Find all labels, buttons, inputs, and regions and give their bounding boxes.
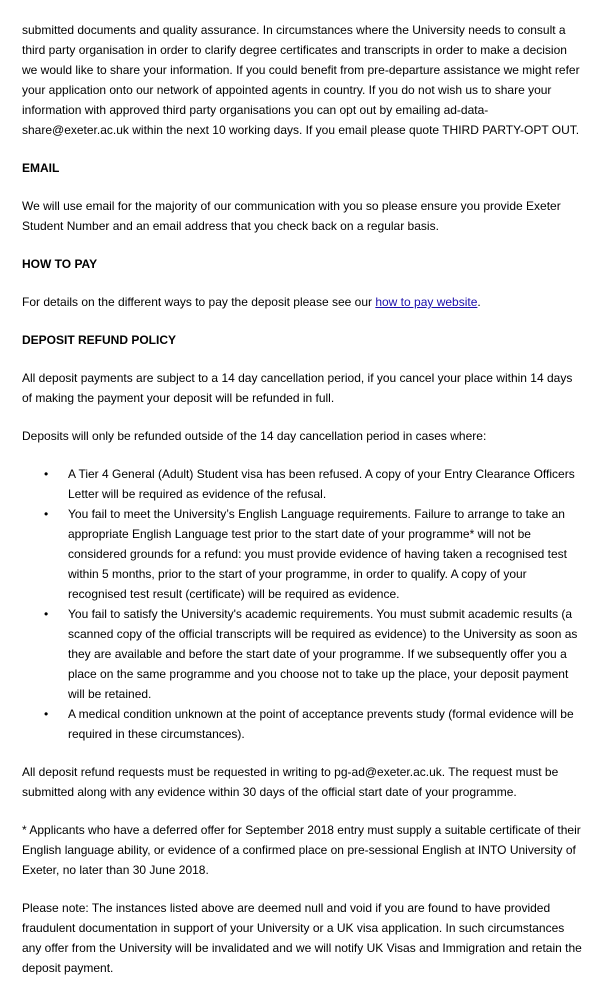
list-item-text: You fail to satisfy the University's academic requirements. You must submit academic results (a scanned copy of the official transcripts will be required as evidence) to the University as soon as they are available and before the start date of your programme. If we subsequently offer you a place on the same programme and you choose not to take up the place, your deposit payment will be retained. [68, 607, 578, 701]
bullet-icon: • [44, 467, 49, 481]
bullet-icon: • [44, 507, 49, 521]
refund-cancellation-paragraph: All deposit payments are subject to a 14 day cancellation period, if you cancel your place within 14 days of making the payment your deposit will be refunded in full. [22, 371, 573, 405]
refund-policy-heading: DEPOSIT REFUND POLICY [22, 333, 177, 347]
bullet-icon: • [44, 607, 49, 621]
email-heading: EMAIL [22, 161, 60, 175]
how-to-pay-text: For details on the different ways to pay the deposit please see our [22, 295, 376, 309]
how-to-pay-link[interactable]: how to pay website [375, 295, 478, 309]
fraud-notice-paragraph: Please note: The instances listed above are deemed null and void if you are found to have provided fraudulent documentation in support of your University or a UK visa application. In such circumstances any offer from the University will be invalidated and we will notify UK Visas and Immigration and retain the deposit payment. [22, 901, 582, 975]
list-item-text: A Tier 4 General (Adult) Student visa has been refused. A copy of your Entry Clearance Officers Letter will be required as evidence of the refusal. [68, 467, 575, 501]
list-item-text: A medical condition unknown at the point of acceptance prevents study (formal evidence will be required in these circumstances). [68, 707, 574, 741]
list-item [22, 464, 582, 504]
list-item [22, 704, 582, 744]
email-paragraph: We will use email for the majority of our communication with you so please ensure you provide Exeter Student Number and an email address that you check back on a regular basis. [22, 199, 561, 233]
how-to-pay-paragraph [22, 292, 582, 312]
refund-request-paragraph: All deposit refund requests must be requested in writing to pg-ad@exeter.ac.uk. The request must be submitted along with any evidence within 30 days of the official start date of your programme. [22, 765, 559, 799]
how-to-pay-heading: HOW TO PAY [22, 257, 98, 271]
list-item [22, 504, 582, 604]
intro-paragraph: submitted documents and quality assurance. In circumstances where the University needs to consult a third party organisation in order to clarify degree certificates and transcripts in order to make a decision we would like to share your information. If you could benefit from pre-departure assistance we might refer your application onto our network of appointed agents in country. If you do not wish us to share your information with approved third party organisations you can opt out by emailing ad-data-share@exeter.ac.uk within the next 10 working days. If you email please quote THIRD PARTY-OPT OUT. [22, 23, 580, 137]
deferred-offer-note: * Applicants who have a deferred offer for September 2018 entry must supply a suitable certificate of their English language ability, or evidence of a confirmed place on pre-sessional English at INTO University of Exeter, no later than 30 June 2018. [22, 823, 581, 877]
how-to-pay-period: . [477, 295, 481, 309]
refund-conditions-list [22, 464, 582, 744]
bullet-icon: • [44, 707, 49, 721]
list-item-text: You fail to meet the University’s English Language requirements. Failure to arrange to take an appropriate English Language test prior to the start date of your programme* will not be considered grounds for a refund: you must provide evidence of having taken a recognised test within 5 months, prior to the start of your programme, in order to qualify. A copy of your recognised test result (certificate) will be required as evidence. [68, 507, 567, 601]
list-item [22, 604, 582, 704]
refund-conditions-intro: Deposits will only be refunded outside of the 14 day cancellation period in cases where: [22, 429, 487, 443]
